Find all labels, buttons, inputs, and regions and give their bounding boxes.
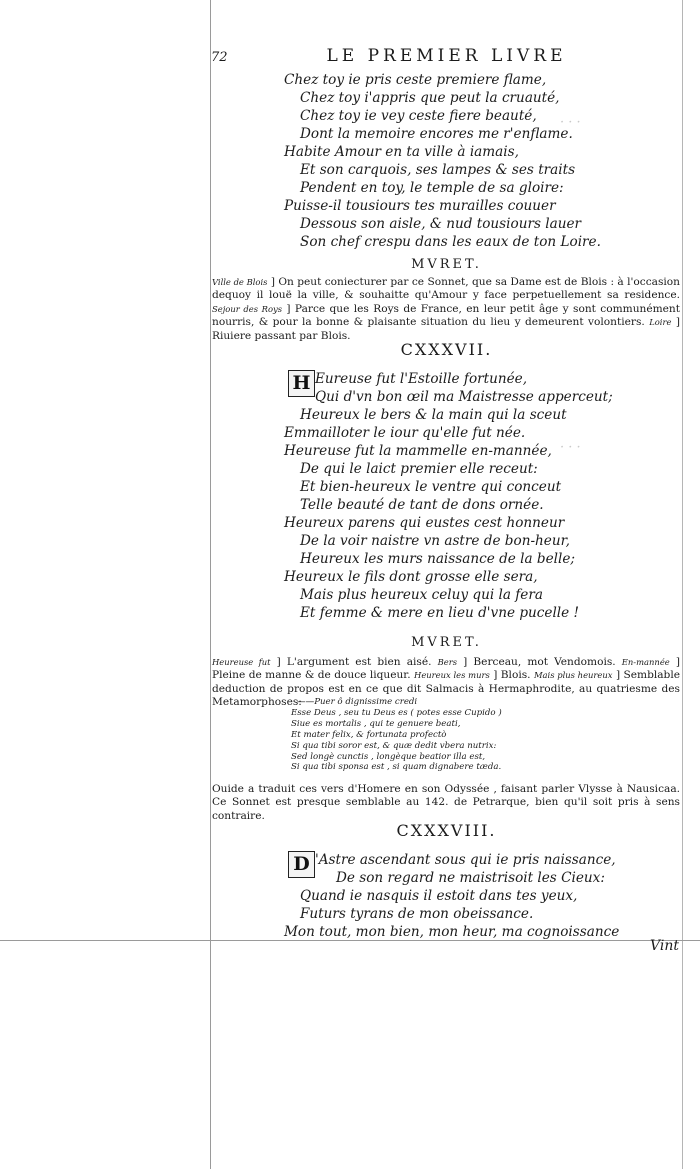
commentary-text: ] Berceau, mot Vendomois. [463, 656, 616, 668]
verse-line: Heureux les murs naissance de la belle; [300, 551, 575, 567]
decorated-initial: H [288, 370, 315, 397]
quote-line: Si qua tibi soror est, & quæ dedit vbera nutrix: [291, 740, 497, 751]
verse-line: Heureux le fils dont grosse elle sera, [284, 569, 538, 585]
sonnet-138-opening [315, 851, 616, 869]
commentary-text: ] Semblable deduction de propos est en ce que dit Salmacis à Hermaphrodite, au quatriesme des Metamorphoses: [212, 669, 680, 709]
sonnet-138 [284, 869, 619, 941]
verse-line: Futurs tyrans de mon obeissance. [300, 906, 534, 922]
quote-line: Si qua tibi sponsa est , si quam dignabere tæda. [291, 762, 502, 773]
quote-line: ——Puer ô dignissime credi [297, 697, 418, 707]
verse-line: Qui d'vn bon œil ma Maistresse apperceut; [315, 389, 613, 405]
running-head: LE PREMIER LIVRE [326, 46, 567, 66]
lemma: Bers [437, 657, 458, 667]
commentary-text: ] On peut coniecturer par ce Sonnet, que sa Dame est de Blois : à l'occasion dequoy il louë la ville, & souhaitte qu'Amour y face perpetuellement sa residence. [212, 276, 680, 302]
lemma: Loire [649, 317, 672, 328]
verse-line: Dont la memoire encores me r'enflame. [300, 126, 573, 142]
commentary-text: ] Blois. [493, 669, 531, 682]
sonnet-137 [284, 406, 579, 622]
verse-line: Puisse-il tousiours tes murailles couuer [284, 198, 556, 214]
sonnet-number: CXXXVIII. [396, 821, 497, 840]
verse-line: De qui le laict premier elle receut: [300, 461, 538, 477]
commentary-heading: MVRET. [411, 257, 482, 272]
verse-line: Quand ie nasquis il estoit dans tes yeux, [300, 888, 578, 904]
verse-line: Eureuse fut l'Estoille fortunée, [315, 371, 528, 387]
verse-line: Chez toy ie pris ceste premiere flame, [284, 72, 547, 88]
verse-line: Et son carquois, ses lampes & ses traits [300, 162, 576, 178]
commentary-muret-2-continued: Ouide a traduit ces vers d'Homere en son Odyssée , faisant parler Vlysse à Nausicaa. Ce Sonnet est presque semblable au 142. de Petrarque, bien qu'il soit pris à sens contraire. [212, 783, 680, 822]
lemma: Heureuse fut [212, 657, 271, 667]
verse-line: Emmailloter le iour qu'elle fut née. [284, 425, 526, 441]
verse-line: Pendent en toy, le temple de sa gloire: [300, 180, 564, 196]
quote-line: Siue es mortalis , qui te genuere beati, [291, 718, 461, 729]
verse-line: Chez toy ie vey ceste fiere beauté, [300, 108, 537, 124]
lemma: Ville de Blois [212, 277, 268, 287]
verse-line: De la voir naistre vn astre de bon-heur, [300, 533, 570, 549]
lemma: Heureux les murs [414, 670, 490, 681]
lemma: En-mannée [621, 657, 670, 667]
verse-line: Mon tout, mon bien, mon heur, ma cognoissance [284, 924, 620, 940]
verse-line: Dessous son aisle, & nud tousiours lauer [300, 216, 581, 232]
sonnet-number: CXXXVII. [400, 340, 493, 359]
verse-line: Habite Amour en ta ville à iamais, [284, 144, 519, 160]
show-through-text: · · · [560, 115, 581, 130]
quote-line: Esse Deus , seu tu Deus es ( potes esse Cupido ) [291, 707, 502, 718]
verse-line: Telle beauté de tant de dons ornée. [300, 497, 544, 513]
page-header [211, 44, 682, 70]
verse-line: Heureux le bers & la main qui la sceut [300, 407, 567, 423]
commentary-text: ] Parce que les Roys de France, en leur petit âge y sont communément nourris, & pour la bonne & plaisante situation du lieu y demeurent volontiers. [212, 302, 681, 329]
poem-continuation [284, 71, 601, 251]
commentary-text: ] Riuiere passant par Blois. [212, 316, 681, 342]
lemma: Mais plus heureux [533, 670, 613, 681]
verse-line: Et bien-heureux le ventre qui conceut [300, 479, 562, 495]
show-through-text: · · · [560, 440, 581, 455]
verse-line: Son chef crespu dans les eaux de ton Loire. [300, 234, 601, 250]
quote-line: Sed longè cunctis , longèque beatior illa est, [291, 751, 486, 762]
verse-line: Heureux parens qui eustes cest honneur [284, 515, 565, 531]
catchword: Vint [650, 938, 679, 954]
verse-line: Heureuse fut la mammelle en-mannée, [284, 443, 552, 459]
commentary-text: ] L'argument est bien aisé. [276, 656, 432, 668]
latin-quotation [291, 697, 502, 773]
lemma: Sejour des Roys [212, 303, 283, 314]
verse-line: 'Astre ascendant sous qui ie pris naissance, [315, 852, 616, 868]
verse-line: Et femme & mere en lieu d'vne pucelle ! [300, 605, 579, 621]
sonnet-137-opening [315, 370, 613, 406]
commentary-heading: MVRET. [411, 635, 482, 650]
decorated-initial: D [288, 851, 315, 878]
commentary-muret-1 [212, 276, 680, 343]
verse-line: Mais plus heureux celuy qui la fera [300, 587, 543, 603]
page-number: 72 [211, 50, 228, 65]
commentary-text: ] Pleine de manne & de douce liqueur. [212, 656, 680, 682]
book-page [211, 0, 682, 940]
quote-line: Et mater felix, & fortunata profectò [291, 729, 447, 740]
right-edge-rule [682, 0, 683, 1169]
verse-line: Chez toy i'appris que peut la cruauté, [300, 90, 560, 106]
verse-line: De son regard ne maistrisoit les Cieux: [336, 870, 605, 886]
